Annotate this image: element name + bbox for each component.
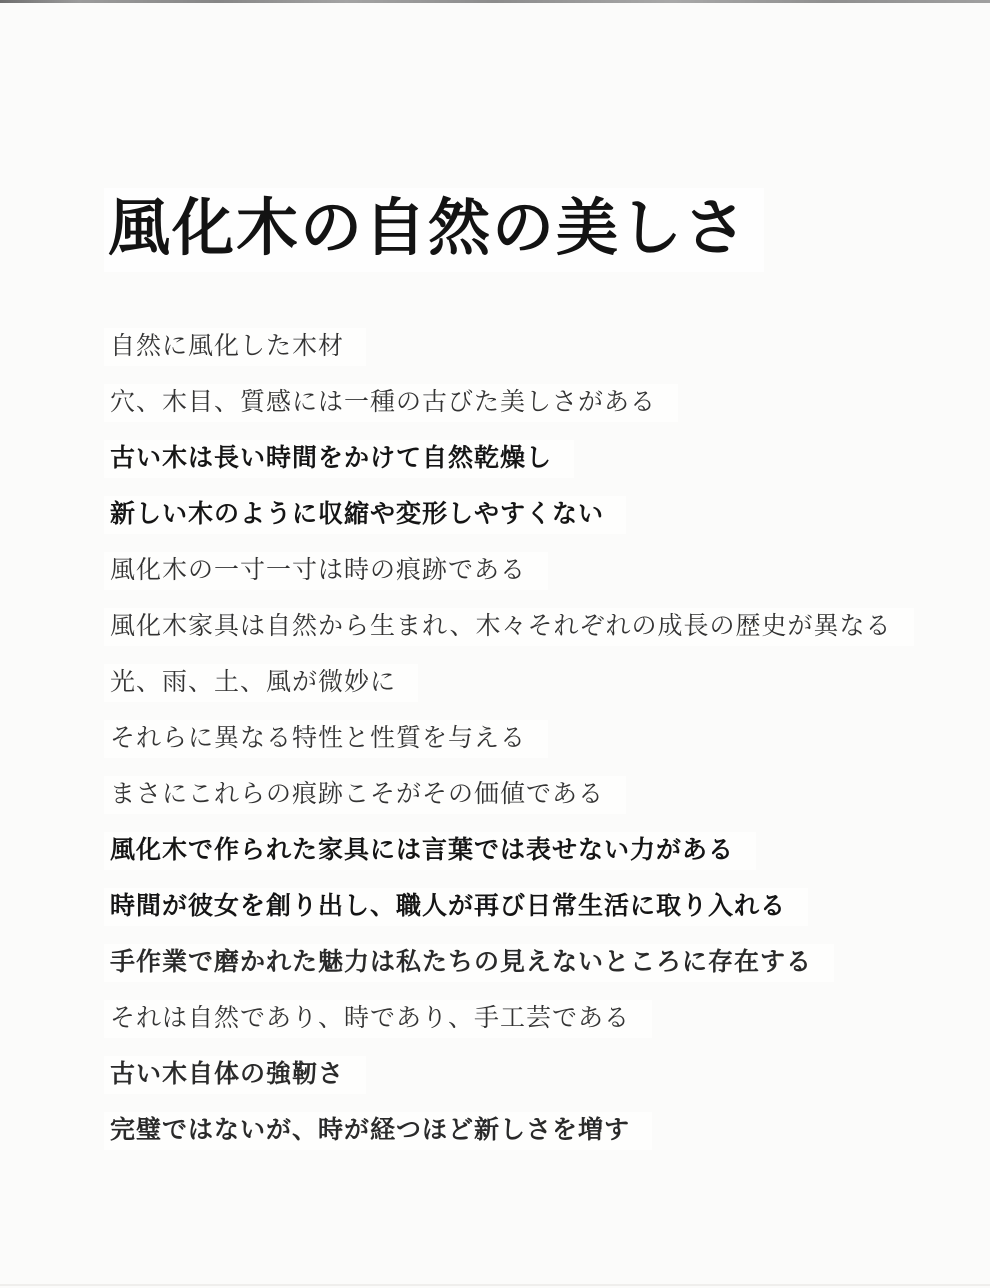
text-line [104, 1112, 940, 1150]
text-line-content: 手作業で磨かれた魅力は私たちの見えないところに存在する [104, 944, 834, 982]
text-line [104, 1056, 940, 1094]
text-line-content: 光、雨、土、風が微妙に [104, 664, 418, 702]
text-line-content: それは自然であり、時であり、手工芸である [104, 1000, 652, 1038]
text-line [104, 328, 940, 366]
text-line [104, 496, 940, 534]
text-line-content: 古い木自体の強靭さ [104, 1056, 366, 1094]
text-line [104, 1000, 940, 1038]
text-line-content: 新しい木のように収縮や変形しやすくない [104, 496, 626, 534]
text-line-content: 自然に風化した木材 [104, 328, 366, 366]
text-line-content: 完璧ではないが、時が経つほど新しさを増す [104, 1112, 652, 1150]
text-line [104, 608, 940, 646]
text-line [104, 440, 940, 478]
text-line [104, 384, 940, 422]
page-bottom-divider [0, 1284, 990, 1286]
text-line [104, 552, 940, 590]
text-line-content: 風化木家具は自然から生まれ、木々それぞれの成長の歴史が異なる [104, 608, 914, 646]
text-line-content: 穴、木目、質感には一種の古びた美しさがある [104, 384, 678, 422]
text-line [104, 664, 940, 702]
text-line-content: まさにこれらの痕跡こそがその価値である [104, 776, 626, 814]
text-line-content: それらに異なる特性と性質を与える [104, 720, 548, 758]
page-title: 風化木の自然の美しさ [104, 188, 764, 272]
text-line-content: 古い木は長い時間をかけて自然乾燥し [104, 440, 574, 478]
text-line-content: 風化木の一寸一寸は時の痕跡である [104, 552, 548, 590]
text-line [104, 888, 940, 926]
text-line-content: 時間が彼女を創り出し、職人が再び日常生活に取り入れる [104, 888, 808, 926]
text-line [104, 776, 940, 814]
text-line [104, 832, 940, 870]
text-line [104, 944, 940, 982]
text-line-content: 風化木で作られた家具には言葉では表せない力がある [104, 832, 756, 870]
text-line [104, 720, 940, 758]
